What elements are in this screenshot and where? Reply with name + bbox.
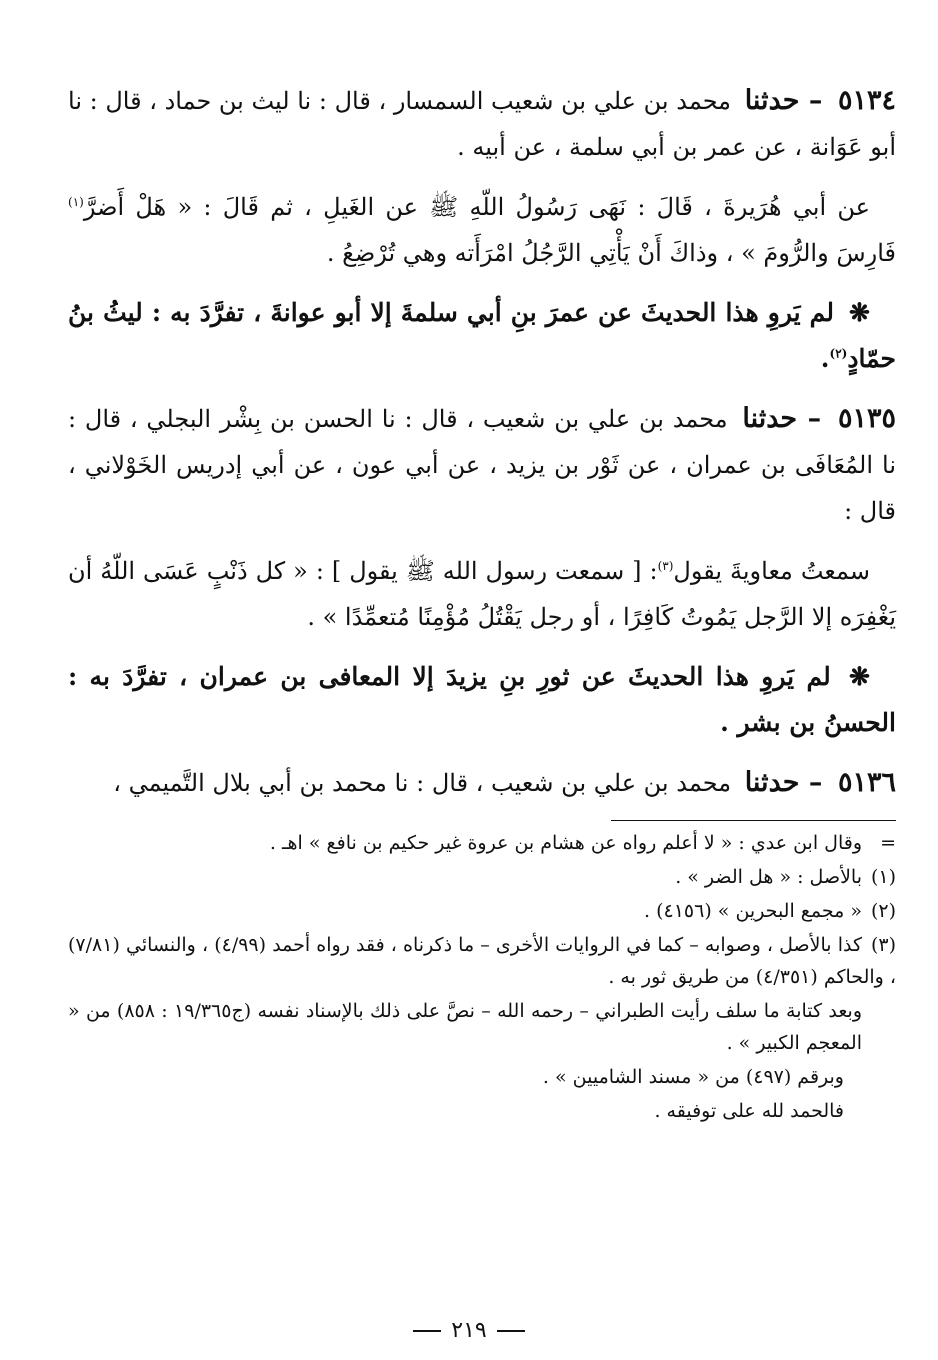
page-number-text: ٢١٩: [451, 1318, 487, 1343]
footnote-ref[interactable]: (١): [68, 195, 84, 209]
isnad-text: محمد بن علي بن شعيب ، قال : نا الحسن بن بِشْر البجلي ، قال : نا المُعَافَى بن عمران ، عن ثَوْر بن يزيد ، عن أبي عون ، عن أبي إدريس الخَوْلاني ، قال :: [68, 405, 896, 525]
note-end: .: [820, 344, 830, 373]
footnote-text: فالحمد لله على توفيقه .: [654, 1100, 844, 1122]
footnote-ref[interactable]: (٢): [829, 346, 848, 361]
footnote-3: [68, 929, 896, 993]
hadith-number: ٥١٣٦: [837, 767, 896, 798]
note-text: لم يَروِ هذا الحديثَ عن ثورِ بنِ يزيدَ إلا المعافى بن عمران ، تفرَّدَ به : الحسنُ بن بشر .: [68, 662, 896, 737]
matn-text: عن أبي هُرَيرةَ ، قَالَ : نَهَى رَسُولُ اللّهِ ﷺ عن الغَيلِ ، ثم قَالَ : « هَلْ أَضرَّ: [83, 193, 870, 221]
hadith-5135-matn: [68, 548, 896, 640]
footnote-text: وبعد كتابة ما سلف رأيت الطبراني – رحمه الله – نصَّ على ذلك بالإسناد نفسه (ج١٩/٣٦٥ : ٨٥٨) من « المعجم الكبير » .: [68, 1000, 862, 1054]
note-text: لم يَروِ هذا الحديثَ عن عمرَ بنِ أبي سلمةَ إلا أبو عوانةَ ، تفرَّدَ به : ليثُ بنُ حمّادٍ: [68, 298, 896, 373]
hadith-lead: – حدثنا: [744, 85, 823, 116]
footnote-marker: (٣): [870, 934, 897, 956]
footnote-marker: =: [880, 832, 896, 854]
footnote-marker: (١): [870, 866, 896, 888]
hadith-5134-note: [68, 290, 896, 382]
hadith-number: ٥١٣٤: [837, 85, 896, 116]
footnote-1: [68, 861, 896, 893]
hadith-5135-isnad: [68, 396, 896, 534]
matn-text: سمعتُ معاويةَ يقول: [673, 557, 870, 585]
folio-dash: [497, 1330, 525, 1332]
hadith-5136-isnad: [68, 760, 896, 806]
isnad-text: محمد بن علي بن شعيب ، قال : نا محمد بن أبي بلال التَّميمي ،: [113, 769, 732, 797]
star-icon: ❋: [849, 662, 870, 691]
matn-text: فَارِسَ والرُّومَ » ، وذاكَ أَنْ يَأْتِي الرَّجُلُ امْرَأَته وهي تُرْضِعُ .: [326, 239, 896, 267]
hadith-lead: – حدثنا: [742, 403, 822, 434]
footnote-continuation: [68, 827, 896, 859]
footnote-text: بالأصل : « هل الضر » .: [675, 866, 862, 888]
footnote-text: وقال ابن عدي : « لا أعلم رواه عن هشام بن عروة غير حكيم بن نافع » اهـ .: [269, 832, 862, 854]
matn-text: : [ سمعت رسول الله ﷺ يقول ] : « كل ذَنْبٍ عَسَى اللّهُ أن يَغْفِرَه إلا الرَّجل يَمُوتُ كَافِرًا ، أو رجل يَقْتُلُ مُؤْمِنًا مُتعمِّدًا » .: [68, 557, 896, 631]
page-number: [0, 1318, 938, 1343]
hadith-5135-note: [68, 654, 896, 746]
footnote-text: وبرقم (٤٩٧) من « مسند الشاميين » .: [542, 1066, 844, 1088]
footnote-marker: (٢): [870, 900, 896, 922]
hadith-number: ٥١٣٥: [837, 403, 896, 434]
hadith-5134-matn: [68, 184, 896, 276]
footnotes: [68, 827, 896, 1127]
footnote-text: كذا بالأصل ، وصوابه – كما في الروايات الأخرى – ما ذكرناه ، فقد رواه أحمد (٤/٩٩) ، والنسائي (٧/٨١) ، والحاكم (٤/٣٥١) من طريق ثور به .: [68, 934, 896, 988]
footnote-ref[interactable]: (٣): [657, 559, 674, 573]
isnad-text: محمد بن علي بن شعيب السمسار ، قال : نا ليث بن حماد ، قال : نا أبو عَوَانة ، عن عمر بن أبي سلمة ، عن أبيه .: [68, 87, 896, 161]
footnote-2: [68, 895, 896, 927]
hadith-5134-isnad: [68, 78, 896, 170]
star-icon: ❋: [849, 298, 870, 327]
footnote-text: « مجمع البحرين » (٤١٥٦) .: [644, 900, 862, 922]
footnote-divider: [611, 820, 896, 821]
hadith-lead: – حدثنا: [744, 767, 823, 798]
footnote-3-paragraph-3: [68, 1061, 896, 1093]
folio-dash: [413, 1330, 441, 1332]
footnote-3-paragraph-4: [68, 1095, 896, 1127]
footnote-3-paragraph-2: [68, 995, 896, 1059]
